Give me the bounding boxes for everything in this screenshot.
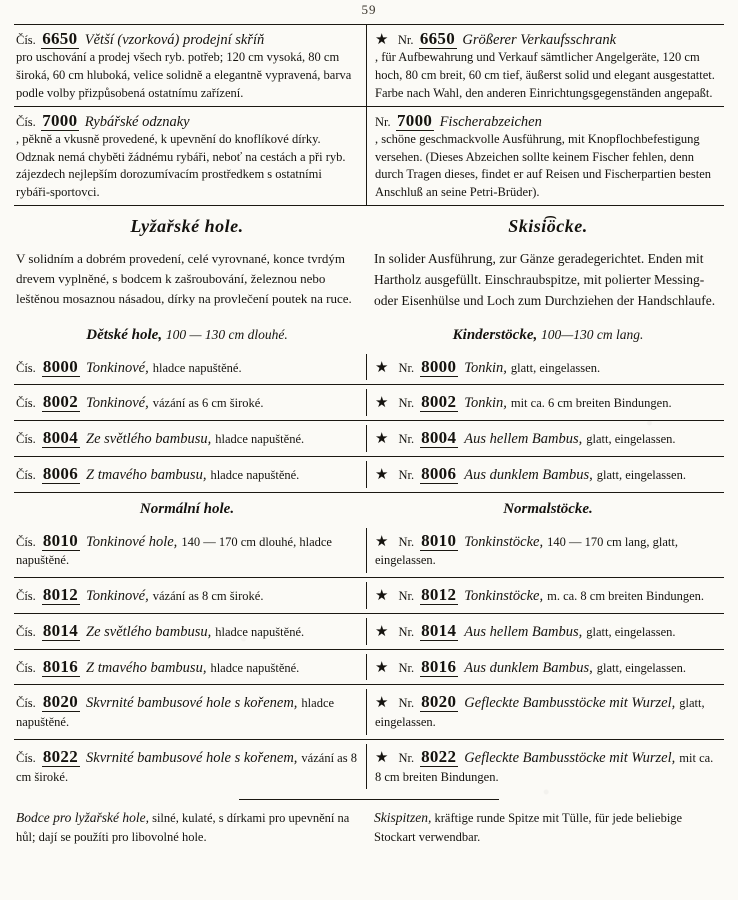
article-number: 8004 (42, 428, 79, 448)
article-number: 8006 (42, 463, 79, 483)
kids-row-8000 (14, 350, 724, 385)
article-number: 8012 (42, 585, 79, 605)
label-cis: Čís. (16, 589, 36, 604)
article-number: 7000 (397, 110, 433, 130)
article-number: 8004 (421, 428, 457, 448)
article-description: m. ca. 8 cm breiten Bindungen. (547, 589, 704, 604)
kids-row-8000-cz (14, 354, 366, 381)
label-cis: Čís. (16, 750, 36, 765)
article-number: 8016 (421, 656, 457, 676)
entry-6650 (14, 25, 724, 106)
normal-row-8020 (14, 685, 724, 739)
normal-row-8016-de (366, 654, 724, 681)
article-number: 8006 (421, 463, 457, 483)
article-number: 8020 (42, 692, 79, 712)
normal-title-cz-wrap (14, 493, 366, 524)
label-cis: Čís. (16, 624, 36, 639)
section-intro (14, 244, 724, 319)
section-title-de-wrap (366, 206, 724, 244)
star-icon: ★ (375, 431, 389, 448)
label-nr: Nr. (398, 534, 415, 549)
article-number: 8022 (42, 746, 79, 766)
normal-row-8022 (14, 740, 724, 794)
label-cis: Čís. (16, 114, 36, 129)
article-number: 8010 (42, 530, 79, 550)
article-number: 8002 (421, 392, 457, 412)
normal-title-cz: Normální hole. (139, 500, 235, 517)
kids-row-8004-de (366, 425, 724, 452)
kids-sizes-de: 100—130 cm lang. (540, 326, 644, 342)
kids-title-de (374, 327, 722, 344)
article-number: 6650 (419, 29, 456, 48)
article-description: glatt, eingelassen. (375, 696, 705, 730)
kids-row-8002-cz (14, 389, 366, 416)
normal-row-8020-de (366, 689, 724, 735)
article-name: Tonkinstöcke, (464, 588, 544, 605)
label-nr: Nr. (398, 624, 415, 639)
section-intro-de-wrap (366, 244, 724, 319)
kids-title-cz (16, 327, 358, 344)
subsection-normal-titles (14, 493, 724, 524)
star-icon: ★ (375, 623, 389, 640)
article-description: 140 — 170 cm dlouhé, hladce napuštěné. (16, 534, 332, 568)
article-description: , pěkně a vkusně provedené, k upevnění do knoflíkové dírky. Odznak nemá chyběti žádnému rybáři, neboť na cestách a při ryb. zájezdech nejlepším dorozumívacím prostředkem s ostatními rybáři-sportovci. (16, 131, 346, 199)
label-nr: Nr. (398, 467, 415, 482)
article-description: hladce napuštěné. (215, 432, 305, 447)
article-description: hladce napuštěné. (210, 467, 300, 482)
label-cis: Čís. (16, 696, 36, 711)
footer-entry (14, 805, 724, 849)
article-number: 8014 (42, 620, 79, 640)
section-intro-de: In solider Ausführung, zur Gänze geradegerichtet. Enden mit Hartholz ausgefüllt. Einschraubspitze, mit polierter Messing- oder Eisenhülse und Loch zum Durchziehen der Handschlaufe. (374, 250, 716, 308)
article-number: 8020 (421, 692, 457, 712)
entry-6650-cz (14, 25, 366, 106)
page-folio: 59 (361, 2, 377, 17)
article-description: hladce napuštěné. (16, 696, 335, 730)
star-icon: ★ (375, 659, 389, 676)
article-name: Aus hellem Bambus, (464, 431, 583, 448)
label-nr: Nr. (398, 360, 415, 375)
section-intro-cz-wrap (14, 244, 366, 319)
article-name: Ze světlého bambusu, (86, 623, 212, 640)
article-name: Ze světlého bambusu, (86, 431, 212, 448)
article-name: Gefleckte Bambusstöcke mit Wurzel, (464, 695, 676, 712)
article-description: pro uschování a prodej všech ryb. potřeb; 120 cm vysoká, 80 cm široká, 60 cm hluboká, velice solidně a elegantně vypravená, barva podle volby přizpůsobená ostatnímu zařízení. (16, 50, 352, 100)
article-name: Tonkinové hole, (86, 533, 178, 550)
entry-7000-de (366, 107, 724, 205)
normal-row-8014-cz (14, 618, 366, 645)
normal-row-8010 (14, 524, 724, 578)
normal-title-de-wrap (366, 493, 724, 524)
article-name: Gefleckte Bambusstöcke mit Wurzel, (464, 749, 676, 766)
normal-row-8016 (14, 650, 724, 685)
footer-cz (14, 805, 366, 849)
divider-footer (239, 799, 499, 800)
normal-row-8022-cz (14, 744, 366, 790)
article-number: 8014 (421, 620, 457, 640)
footer-cz-desc: silné, kulaté, s dírkami pro upevnění na hůl; dají se použíti pro libovolné hole. (16, 811, 350, 844)
article-description: vázání as 8 cm široké. (152, 589, 264, 604)
kids-title-de-text: Kinderstöcke, (452, 326, 538, 343)
article-name: Tonkin, (464, 395, 507, 412)
article-name: Größerer Verkaufsschrank (462, 32, 617, 48)
article-description: mit ca. 6 cm breiten Bindungen. (510, 396, 672, 411)
kids-row-8000-de (366, 354, 724, 381)
section-title-cz: Lyžařské hole. (130, 215, 244, 236)
label-nr: Nr. (398, 396, 415, 411)
section-title-cz-wrap (14, 206, 366, 244)
label-cis: Čís. (16, 534, 36, 549)
normal-row-8012 (14, 578, 724, 613)
star-icon: ★ (375, 466, 389, 483)
page-content (14, 24, 724, 890)
article-name: Aus dunklem Bambus, (464, 659, 593, 676)
normal-row-8014-de (366, 618, 724, 645)
normal-row-8010-de (366, 528, 724, 574)
footer-de (366, 805, 724, 849)
article-name: Fischerabzeichen (439, 113, 542, 130)
article-description: , für Aufbewahrung und Verkauf sämtlicher Angelgeräte, 120 cm hoch, 80 cm breit, 60 cm tief, äußerst solid und elegant ausgestattet. Farbe nach Wahl, den anderen Einrichtungsgegenständen angepaßt. (375, 50, 715, 100)
kids-title-de-wrap (366, 319, 724, 350)
label-cis: Čís. (16, 660, 36, 675)
footer-de-lead: Skispitzen, (374, 810, 432, 826)
section-title-de: Skisi͡öcke. (508, 215, 588, 236)
star-icon: ★ (375, 749, 389, 766)
star-icon: ★ (375, 695, 389, 712)
normal-row-8020-cz (14, 689, 366, 735)
article-name: Aus hellem Bambus, (464, 623, 583, 640)
article-description: 140 — 170 cm lang, glatt, eingelassen. (375, 534, 678, 568)
article-number: 8016 (42, 656, 79, 676)
article-name: Skvrnité bambusové hole s kořenem, (86, 749, 298, 766)
article-description: hladce napuštěné. (210, 660, 300, 675)
kids-row-8004 (14, 421, 724, 456)
article-name: Tonkinové, (86, 588, 149, 605)
label-nr: Nr. (398, 660, 415, 675)
label-cis: Čís. (16, 396, 36, 411)
kids-title-cz-text: Dětské hole, (86, 326, 163, 343)
kids-sizes-cz: 100 — 130 cm dlouhé. (165, 326, 288, 342)
section-intro-cz: V solidním a dobrém provedení, celé vyrovnané, konce tvrdým drevem vyplněné, s bodcem k zašroubování, železnou nebo leštěnou mosaznou násadou, dírky na provlečení poutek na ruce. (16, 250, 352, 307)
entry-7000 (14, 107, 724, 205)
normal-row-8022-de (366, 744, 724, 790)
article-number: 8000 (42, 356, 79, 376)
label-nr: Nr. (375, 114, 391, 129)
article-name: Rybářské odznaky (84, 113, 190, 130)
normal-row-8014 (14, 614, 724, 649)
label-nr: Nr. (398, 589, 415, 604)
article-number: 8010 (421, 530, 457, 550)
article-number: 8000 (421, 356, 457, 376)
label-nr: Nr. (398, 750, 415, 765)
article-number: 8012 (421, 585, 457, 605)
kids-title-cz-wrap (14, 319, 366, 350)
kids-row-8004-cz (14, 425, 366, 452)
normal-row-8012-de (366, 582, 724, 609)
article-name: Z tmavého bambusu, (86, 659, 207, 676)
article-number: 8022 (421, 746, 457, 766)
article-description: glatt, eingelassen. (510, 360, 601, 375)
label-nr: Nr. (398, 696, 415, 711)
kids-row-8002 (14, 385, 724, 420)
article-description: vázání as 6 cm široké. (152, 396, 264, 411)
article-description: , schöne geschmackvolle Ausführung, mit Knopflochbefestigung versehen. (Dieses Abzeichen sollte keinem Fischer fehlen, denn durch Tragen dieses, findet er auf Reisen und Fischerpartien besten Anschluß an seine Petri-Brüder). (375, 131, 712, 199)
section-titles (14, 206, 724, 244)
star-icon: ★ (375, 359, 389, 376)
article-name: Skvrnité bambusové hole s kořenem, (86, 695, 298, 712)
entry-7000-cz (14, 107, 366, 205)
article-number: 6650 (42, 29, 78, 48)
label-nr: Nr. (398, 432, 415, 447)
article-description: mit ca. 8 cm breiten Bindungen. (375, 750, 714, 784)
article-number: 7000 (42, 110, 78, 130)
footer-cz-lead: Bodce pro lyžařské hole, (16, 810, 149, 826)
article-name: Tonkinstöcke, (464, 533, 544, 550)
article-name: Tonkinové, (86, 359, 149, 376)
normal-title-de: Normalstöcke. (503, 500, 593, 517)
article-number: 8002 (42, 392, 79, 412)
article-name: Aus dunklem Bambus, (464, 466, 593, 483)
footer-cz-text (16, 808, 358, 846)
star-icon: ★ (375, 32, 389, 48)
normal-row-8012-cz (14, 582, 366, 609)
article-description: glatt, eingelassen. (586, 624, 676, 639)
article-description: glatt, eingelassen. (596, 660, 686, 675)
label-cis: Čís. (16, 33, 36, 47)
article-name: Tonkin, (464, 359, 507, 376)
kids-row-8006 (14, 457, 724, 492)
article-description: vázání as 8 cm široké. (16, 750, 357, 784)
article-description: glatt, eingelassen. (596, 467, 686, 482)
subsection-kids-titles (14, 319, 724, 350)
article-name: Z tmavého bambusu, (86, 466, 207, 483)
article-name: Větší (vzorková) prodejní skříň (84, 32, 265, 48)
article-name: Tonkinové, (86, 395, 149, 412)
label-nr: Nr. (397, 33, 414, 47)
star-icon: ★ (375, 395, 389, 412)
kids-row-8002-de (366, 389, 724, 416)
normal-row-8010-cz (14, 528, 366, 574)
label-cis: Čís. (16, 360, 36, 375)
star-icon: ★ (375, 588, 389, 605)
label-cis: Čís. (16, 432, 36, 447)
article-description: hladce napuštěné. (215, 624, 305, 639)
article-description: glatt, eingelassen. (586, 432, 676, 447)
star-icon: ★ (375, 533, 389, 550)
kids-row-8006-de (366, 461, 724, 488)
kids-row-8006-cz (14, 461, 366, 488)
footer-de-text (374, 808, 722, 846)
article-description: hladce napuštěné. (152, 360, 242, 375)
entry-6650-de (366, 25, 724, 106)
normal-row-8016-cz (14, 654, 366, 681)
label-cis: Čís. (16, 467, 36, 482)
footer-de-desc: kräftige runde Spitze mit Tülle, für jede beliebige Stockart verwendbar. (374, 811, 683, 844)
